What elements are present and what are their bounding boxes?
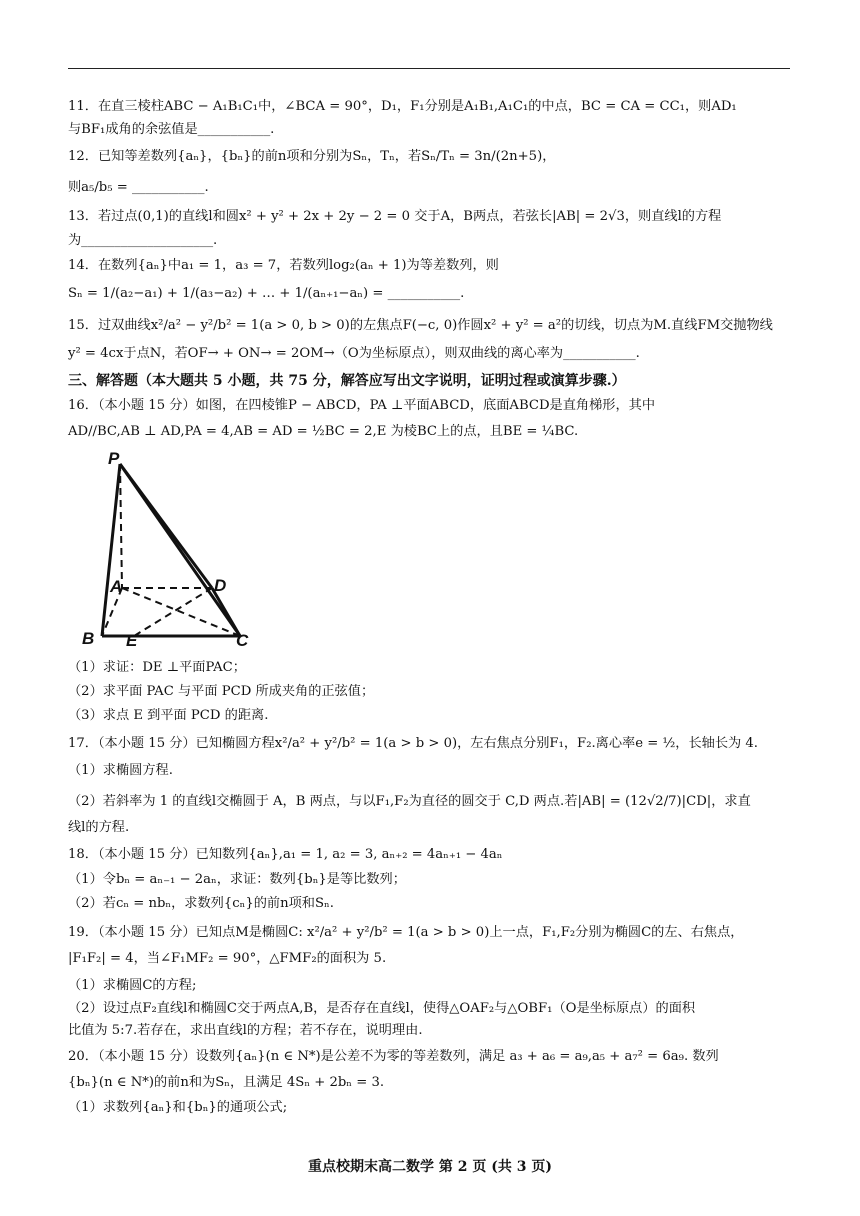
label-c: C [236,631,249,648]
text-line: （1）求数列{aₙ}和{bₙ}的通项公式; [68,1100,288,1115]
text-line: （3）求点 E 到平面 PCD 的距离. [68,708,269,723]
edge-pa [120,464,122,588]
pyramid-figure [72,448,282,648]
text-line: 与BF₁成角的余弦值是___________. [68,122,275,137]
text-line: 16．（本小题 15 分）如图，在四棱锥P − ABCD，PA ⊥平面ABCD，底面ABCD是直角梯形，其中 [68,398,656,413]
text-line: 12．已知等差数列{aₙ}，{bₙ}的前n项和分别为Sₙ，Tₙ，若Sₙ/Tₙ = 3n/(2n+5)， [68,149,556,164]
section-title: 三、解答题（本大题共 5 小题，共 75 分，解答应写出文字说明，证明过程或演算步骤.） [68,373,626,389]
text-line: （2）设过点F₂直线l和椭圆C交于两点A,B，是否存在直线l，使得△OAF₂与△OBF₁（O是坐标原点）的面积 [68,1001,696,1016]
text-line: {bₙ}(n ∈ N*)的前n和为Sₙ，且满足 4Sₙ + 2bₙ = 3. [68,1075,385,1090]
text-line: （2）若斜率为 1 的直线l交椭圆于 A，B 两点，与以F₁,F₂为直径的圆交于 C,D 两点.若|AB| = (12√2/7)|CD|，求直 [68,794,751,809]
text-line: 19．（本小题 15 分）已知点M是椭圆C: x²/a² + y²/b² = 1(a > b > 0)上一点，F₁,F₂分别为椭圆C的左、右焦点， [68,925,744,940]
label-d: D [214,576,227,595]
text-line: 20．（本小题 15 分）设数列{aₙ}(n ∈ N*)是公差不为零的等差数列，满足 a₃ + a₆ = a₉,a₅ + a₇² = 6a₉. 数列 [68,1049,719,1064]
edge-dc [212,588,240,636]
edge-de [134,588,212,636]
page-footer: 重点校期末高二数学 第 2 页 (共 3 页) [308,1159,552,1175]
text-line: y² = 4cx于点N，若OF→ + ON→ = 2OM→（O为坐标原点），则双曲线的离心率为___________. [68,346,640,361]
text-line: 线l的方程. [68,820,130,835]
text-line: 18．（本小题 15 分）已知数列{aₙ},a₁ = 1, a₂ = 3, aₙ₊₂ = 4aₙ₊₁ − 4aₙ [68,847,503,862]
text-line: |F₁F₂| = 4，当∠F₁MF₂ = 90°，△FMF₂的面积为 5. [68,951,387,966]
text-line: 14．在数列{aₙ}中a₁ = 1，a₃ = 7，若数列log₂(aₙ + 1)为等差数列，则 [68,258,499,273]
label-b: B [82,629,95,648]
text-line: （1）求证：DE ⊥平面PAC； [68,660,246,675]
text-line: 15．过双曲线x²/a² − y²/b² = 1(a > 0, b > 0)的左焦点F(−c, 0)作圆x² + y² = a²的切线，切点为M.直线FM交抛物线 [68,318,773,333]
edge-pd [120,464,212,588]
text-line: 17．（本小题 15 分）已知椭圆方程x²/a² + y²/b² = 1(a > b > 0)，左右焦点分别F₁，F₂.离心率e = ½，长轴长为 4. [68,736,758,751]
label-a: A [110,577,123,596]
label-e: E [126,631,138,648]
text-line: 则a₅/b₅ = ___________. [68,180,209,195]
text-line: （1）令bₙ = aₙ₋₁ − 2aₙ，求证：数列{bₙ}是等比数列； [68,872,406,887]
text-line: 为____________________. [68,233,218,248]
text-line: 比值为 5:7.若存在，求出直线l的方程；若不存在，说明理由. [68,1023,423,1038]
text-line: Sₙ = 1/(a₂−a₁) + 1/(a₃−a₂) + … + 1/(aₙ₊₁−aₙ) = ___________. [68,286,465,301]
text-line: 13．若过点(0,1)的直线l和圆x² + y² + 2x + 2y − 2 = 0 交于A，B两点，若弦长|AB| = 2√3，则直线l的方程 [68,209,722,224]
text-line: （2）若cₙ = nbₙ，求数列{cₙ}的前n项和Sₙ. [68,896,334,911]
text-line: AD//BC,AB ⊥ AD,PA = 4,AB = AD = ½BC = 2,E 为棱BC上的点，且BE = ¼BC. [68,424,579,439]
text-line: （1）求椭圆C的方程; [68,978,197,993]
label-p: P [108,449,120,468]
text-line: 11．在直三棱柱ABC − A₁B₁C₁中，∠BCA = 90°，D₁，F₁分别是A₁B₁,A₁C₁的中点，BC = CA = CC₁，则AD₁ [68,99,737,114]
text-line: （1）求椭圆方程. [68,763,173,778]
header-rule [68,68,790,69]
edge-pb [102,464,123,636]
text-line: （2）求平面 PAC 与平面 PCD 所成夹角的正弦值； [68,684,375,699]
